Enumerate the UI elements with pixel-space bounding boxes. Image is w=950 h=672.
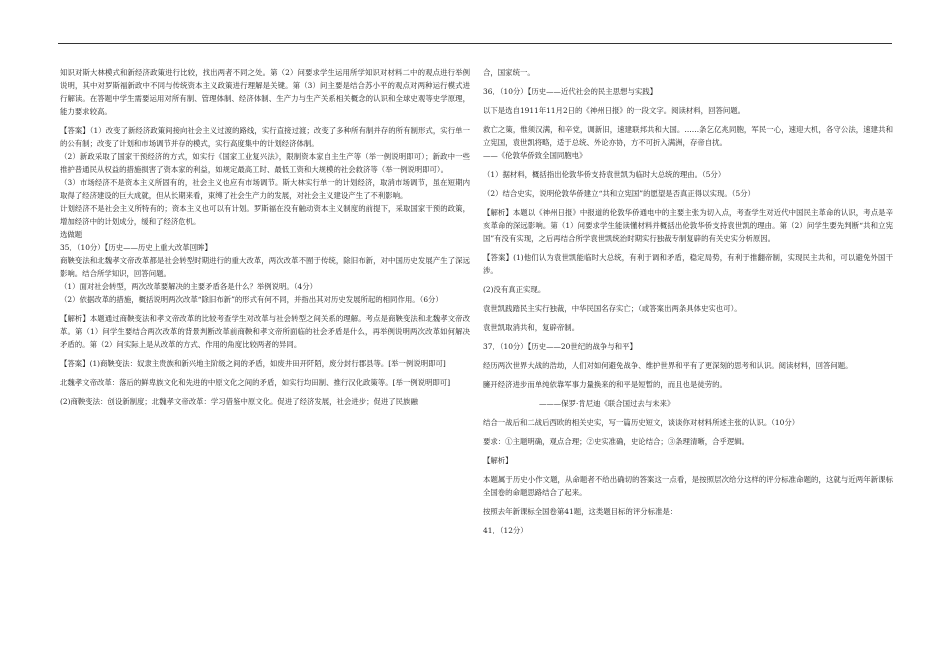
quote-source: ———保罗·肯尼迪《联合国过去与未来》: [539, 399, 675, 408]
section-heading: 选做题: [60, 230, 83, 239]
answer-paragraph: 【答案】(1)商鞅变法：奴隶主贵族和新兴地主阶级之间的矛盾，如废井田开阡陌，废分封行郡县等。[举一例说明即可]: [60, 359, 446, 368]
header-rule: [58, 43, 892, 44]
question-item: （1）面对社会转型，两次改革要解决的主要矛盾各是什么？举例说明。（4分）: [60, 282, 317, 291]
right-column: [483, 66, 893, 537]
paragraph: 袁世凯取消共和，复辟帝制。: [483, 323, 580, 332]
paragraph: (2)商鞅变法：创设新制度；北魏孝文帝改革：学习借鉴中原文化。促进了经济发展，社会进步；促进了民族融: [60, 397, 418, 406]
paragraph: 袁世凯践踏民主实行独裁，中华民国名存实亡；（或答案出两条具体史实也可）。: [483, 304, 742, 313]
paragraph: 合，国家统一。: [483, 68, 535, 77]
paragraph: (2)没有真正实现。: [483, 285, 546, 294]
question-heading: 36．（10分）【历史——近代社会的民主思想与实践】: [483, 87, 658, 96]
paragraph: 北魏孝文帝改革：落后的鲜卑族文化和先进的中原文化之间的矛盾，如实行均田制、推行汉化政策等。[举一例说明即可]: [60, 378, 451, 387]
paragraph: 按照去年新课标全国卷第41题，这类题目标的评分标准是：: [483, 507, 678, 516]
quote-source: ——《伦敦华侨致全国同胞电》: [483, 151, 587, 160]
question-item: （1）据材料，概括指出伦敦华侨支持袁世凯为临时大总统的理由。（5分）: [483, 170, 726, 179]
paragraph: 知识对斯大林模式和新经济政策进行比较，找出两者不同之处。第（2）问要求学生运用所学知识对材料二中的观点进行举例说明，其中对罗斯福新政中不同与传统资本主义政策进行理解是关键。第（3）问主要是结合苏小平的观点对两种运行模式进行解读。在答题中学生需要运用对所有制、管理体制、经济体制、生产力与生产关系相关概念的认识和全球史观等史学原理，能力要求较高。: [60, 68, 470, 116]
analysis-heading: 【解析】: [483, 456, 513, 465]
paragraph: 本题属于历史小作文题，从命题者不给出确切的答案这一点看，是按照层次给分这样的评分标准命题的，这就与近两年新课标全国卷的命题思路结合了起来。: [483, 475, 893, 497]
question-item: （2）结合史实，说明伦敦华侨建立“共和立宪国”的愿望是否真正得以实现。（5分）: [483, 189, 755, 198]
answer-paragraph: 【答案】(1)他们认为袁世凯能临时大总统，有利于调和矛盾，稳定局势，有利于推翻帝制，实现民主共和，可以避免外国干涉。: [483, 253, 893, 275]
analysis-paragraph: 【解析】本题以《神州日报》中报道的伦敦华侨通电中的主要主张为切入点，考查学生对近代中国民主革命的认识，考点是辛亥革命的深远影响。第（1）问要求学生能读懂材料并概括出伦敦华侨支持袁世凯的理由。第（2）问学生要先判断“共和立宪国”有没有实现，之后再结合所学袁世凯统治时期实行独裁专制复辟的有关史实分析原因。: [483, 208, 893, 243]
question-item: （2）依据改革的措施，概括说明两次改革“除旧布新”的形式有何不同，并指出其对历史发展所起的相同作用。（6分）: [60, 295, 443, 304]
paragraph: 以下是选自1911年11月2日的《神州日报》的一段文字。阅读材料，回答问题。: [483, 106, 746, 115]
question-heading: 37．（10分）【历史——20世纪的战争与和平】: [483, 342, 637, 351]
left-column: [60, 66, 470, 408]
quote-paragraph: 臃开经济进步而单纯依靠军事力量换来的和平是短暂的，而且也是徒劳的。: [483, 380, 727, 389]
paragraph: （2）新政采取了国家干预经济的方式，如实行《国家工业复兴法》，限制资本家自主生产等（举一例说明即可）；新政中一些推护普通民从权益的措施损害了资本家的利益，如规定最高工时、最低工资和大规模的社会救济等（举一例说明即可）。: [60, 152, 470, 174]
quote-paragraph: 救亡之策，惟须汉满，和辛党，调新旧，速建联邦共和大国。……条乞亿兆同胞，军民一心，速迎大机，各守公法，速建共和立宪国，袁世凯将略，适于总统、外论亦协，方不可折入满洲，存帝自扰。: [483, 125, 893, 147]
paragraph: 商鞅变法和北魏孝文帝改革都是社会转型时期进行的重大改革，两次改革不囿于传统，除旧布新，对中国历史发展产生了深远影响。结合所学知识，回答问题。: [60, 256, 470, 278]
analysis-paragraph: 【解析】本题通过商鞅变法和孝文帝改革的比较考查学生对改革与社会转型之间关系的理解。考点是商鞅变法和北魏孝文帝改革。第（1）问学生要结合两次改革的背景判断改革前商鞅和孝文帝所面临的社会矛盾是什么，再举例说明两次改革如何解决矛盾的。第（2）问实际上是从改革的方式、作用的角度比较两者的异同。: [60, 314, 470, 349]
paragraph: （3）市场经济不是资本主义所固有的，社会主义也应有市场调节。斯大林实行单一的计划经济，取消市场调节，虽在短期内取得了经济建设的巨大成就，但从长期来看，束缚了社会生产力的发展，对社会主义建设产生了不利影响。: [60, 178, 470, 200]
answer-paragraph: 【答案】（1）改变了新经济政策间接向社会主义过渡的路线，实行直接过渡；改变了多种所有制并存的所有制形式，实行单一的公有制；改变了计划和市场调节并存的模式，实行高度集中的计划经济体制。: [60, 126, 470, 148]
question-heading: 35．（10分）【历史——历史上重大改革回眸】: [60, 243, 212, 252]
paragraph: 经历两次世界大战的浩劫，人们对如何避免战争、维护世界和平有了更深刻的思考和认识。阅读材料，回答问题。: [483, 361, 853, 370]
question-heading: 41．（12分）: [483, 526, 528, 535]
paragraph: 结合一战后和二战后西欧的相关史实，写一篇历史短文，谈谈你对材料所述主张的认识。（10分）: [483, 418, 800, 427]
paragraph: 计划经济不是社会主义所特有的；资本主义也可以有计划。罗斯福在没有触动资本主义制度的前提下，采取国家干预的政策，增加经济中的计划成分，缓和了经济危机。: [60, 204, 470, 226]
paragraph: 要求：①主题明确，观点合理；②史实准确，史论结合；③条理清晰，合乎逻辑。: [483, 437, 750, 446]
